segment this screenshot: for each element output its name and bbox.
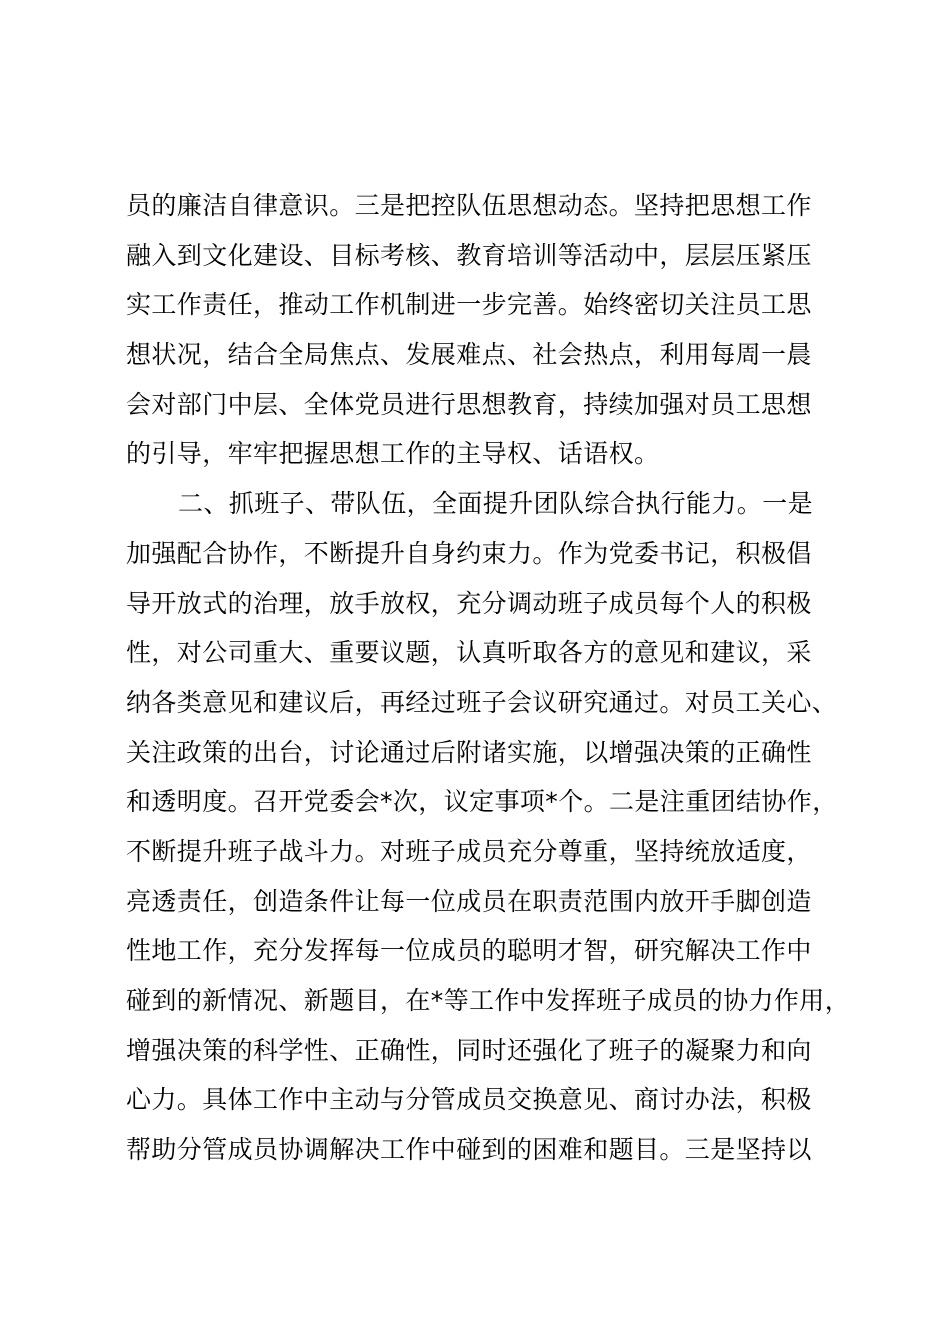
- text-line: 会对部门中层、全体党员进行思想教育，持续加强对员工思想: [126, 389, 812, 419]
- text-line: 想状况，结合全局焦点、发展难点、社会热点，利用每周一晨: [126, 340, 812, 370]
- text-line: 碰到的新情况、新题目，在*等工作中发挥班子成员的协力作用，: [126, 986, 851, 1015]
- section-heading-line: 二、抓班子、带队伍，全面提升团队综合执行能力。一是: [178, 489, 814, 519]
- text-line: 性地工作，充分发挥每一位成员的聪明才智，研究解决工作中: [126, 936, 812, 966]
- text-line: 加强配合协作，不断提升自身约束力。作为党委书记，积极倡: [126, 538, 812, 568]
- text-line: 纳各类意见和建议后，再经过班子会议研究通过。对员工关心、: [126, 687, 838, 717]
- text-line: 融入到文化建设、目标考核、教育培训等活动中，层层压紧压: [126, 240, 812, 270]
- text-line: 帮助分管成员协调解决工作中碰到的困难和题目。三是坚持以: [126, 1135, 812, 1165]
- text-line: 增强决策的科学性、正确性，同时还强化了班子的凝聚力和向: [126, 1035, 812, 1065]
- text-line: 心力。具体工作中主动与分管成员交换意见、商讨办法，积极: [126, 1085, 812, 1115]
- body-text: [126, 181, 851, 1175]
- text-line: 导开放式的治理，放手放权，充分调动班子成员每个人的积极: [126, 588, 812, 618]
- text-line: 亮透责任，创造条件让每一位成员在职责范围内放开手脚创造: [126, 886, 812, 916]
- text-line: 性，对公司重大、重要议题，认真听取各方的意见和建议，采: [126, 638, 812, 668]
- text-line: 的引导，牢牢把握思想工作的主导权、话语权。: [126, 439, 660, 469]
- text-line: 员的廉洁自律意识。三是把控队伍思想动态。坚持把思想工作: [126, 191, 812, 220]
- text-line: 不断提升班子战斗力。对班子成员充分尊重，坚持统放适度，: [126, 836, 812, 866]
- text-line: 关注政策的出台，讨论通过后附诸实施，以增强决策的正确性: [126, 737, 812, 767]
- text-line: 和透明度。召开党委会*次，议定事项*个。二是注重团结协作，: [126, 787, 838, 817]
- text-line: 实工作责任，推动工作机制进一步完善。始终密切关注员工思: [126, 290, 812, 320]
